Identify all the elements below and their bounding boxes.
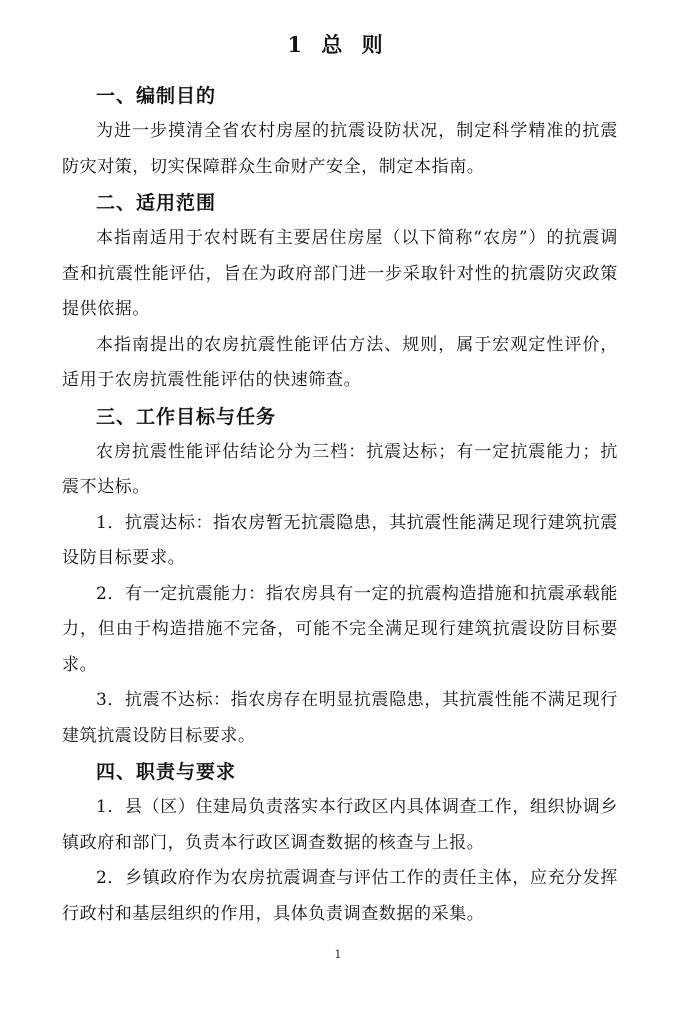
paragraph: 本指南适用于农村既有主要居住房屋（以下简称“农房”）的抗震调查和抗震性能评估，旨在为政府部门进一步采取针对性的抗震防灾政策提供依据。	[62, 228, 618, 319]
section-heading: 二、适用范围	[96, 192, 217, 214]
section-goals	[62, 399, 618, 755]
paragraph: 2．乡镇政府作为农房抗震调查与评估工作的责任主体，应充分发挥行政村和基层组织的作用，具体负责调查数据的采集。	[62, 868, 618, 924]
paragraph: 农房抗震性能评估结论分为三档：抗震达标；有一定抗震能力；抗震不达标。	[62, 441, 618, 497]
section-heading: 四、职责与要求	[96, 761, 237, 783]
section-heading: 三、工作目标与任务	[96, 405, 277, 428]
paragraph: 本指南提出的农房抗震性能评估方法、规则，属于宏观定性评价，适用于农房抗震性能评估的快速筛查。	[62, 334, 618, 390]
paragraph: 2．有一定抗震能力：指农房具有一定的抗震构造措施和抗震承载能力，但由于构造措施不完备，可能不完全满足现行建筑抗震设防目标要求。	[62, 583, 618, 675]
paragraph: 1．县（区）住建局负责落实本行政区内具体调查工作，组织协调乡镇政府和部门，负责本行政区调查数据的核查与上报。	[62, 797, 618, 853]
section-purpose	[62, 78, 618, 185]
paragraph: 3．抗震不达标：指农房存在明显抗震隐患，其抗震性能不满足现行建筑抗震设防目标要求。	[62, 690, 618, 746]
section-scope	[62, 185, 618, 399]
document-body	[62, 78, 618, 932]
section-duties	[62, 754, 618, 932]
page-title: 1 总 则	[287, 32, 389, 57]
paragraph: 1．抗震达标：指农房暂无抗震隐患，其抗震性能满足现行建筑抗震设防目标要求。	[62, 512, 618, 568]
paragraph: 为进一步摸清全省农村房屋的抗震设防状况，制定科学精准的抗震防灾对策，切实保障群众生命财产安全，制定本指南。	[62, 121, 618, 177]
page-number: 1	[334, 948, 342, 961]
section-heading: 一、编制目的	[96, 85, 217, 107]
